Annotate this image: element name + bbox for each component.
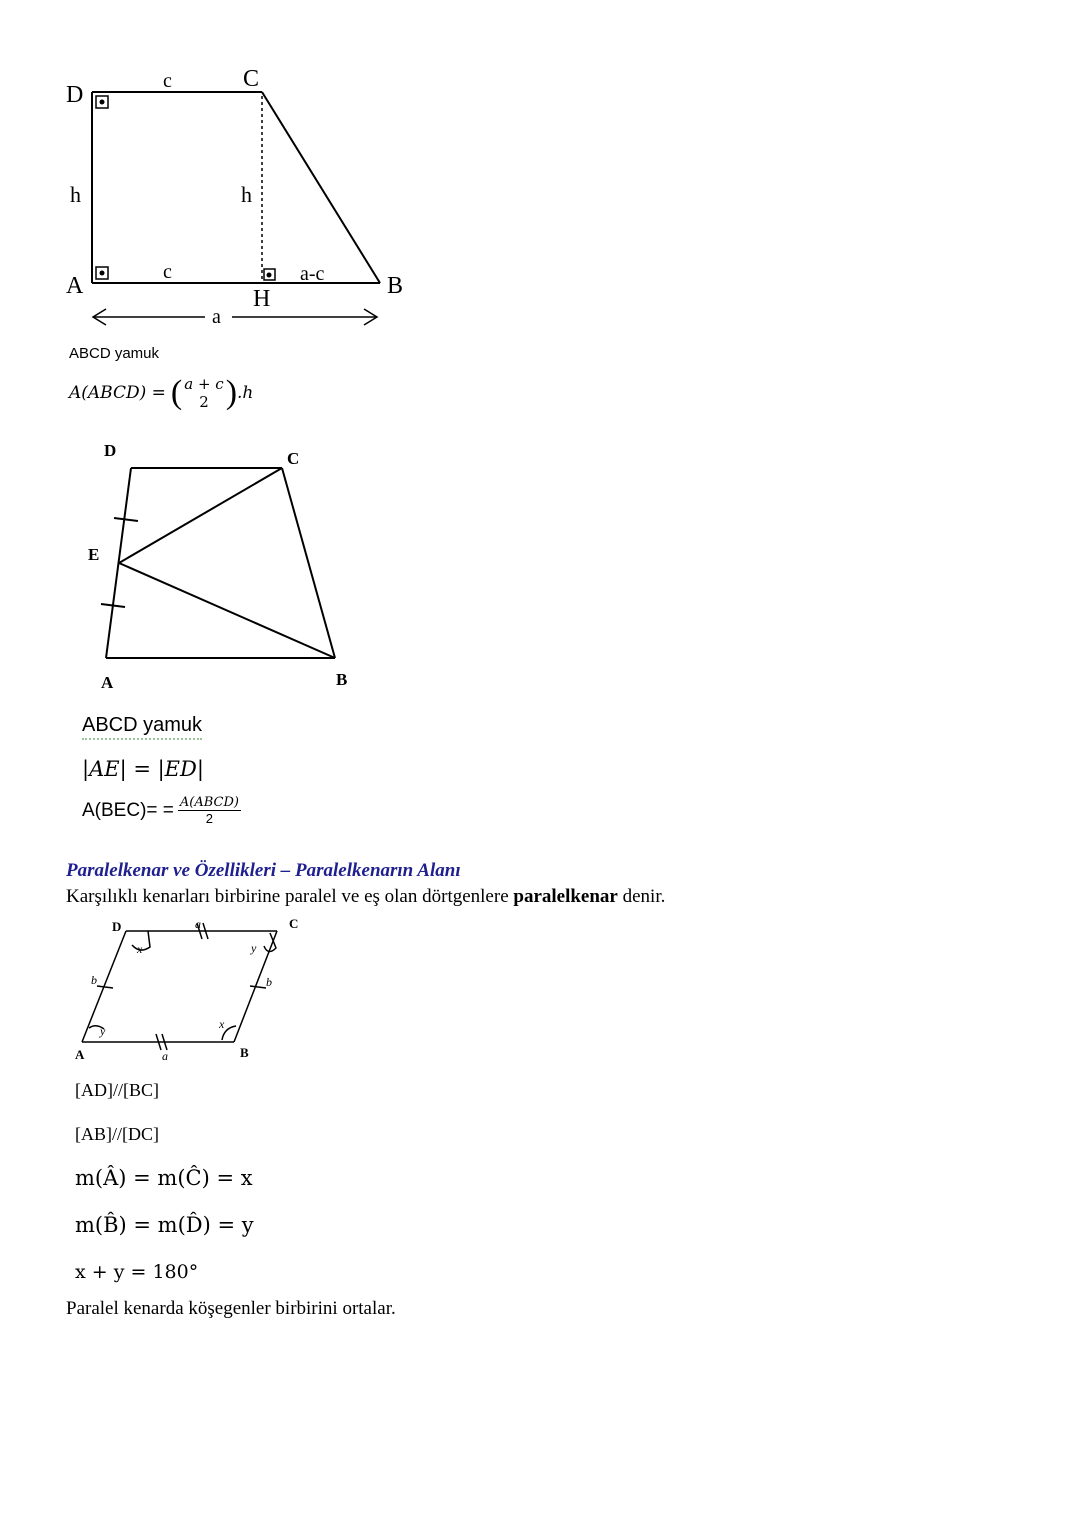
- side-label-a-top: a: [195, 917, 201, 931]
- definition-text: Karşılıklı kenarları birbirine paralel ve eş olan dörtgenlere: [66, 886, 514, 907]
- caption-abcd-yamuk: ABCD yamuk: [69, 345, 160, 362]
- vertex-label-c: C: [243, 66, 260, 92]
- right-trapezoid-figure: [0, 0, 1080, 340]
- parallel-property-ad-bc: [AD]//[BC]: [75, 1080, 159, 1100]
- formula-lhs: A(BEC)= =: [82, 799, 174, 821]
- section-heading: Paralelkenar ve Özellikleri – Paralelkenarın Alanı: [66, 860, 461, 881]
- formula-denominator: 2: [205, 811, 214, 826]
- vertex-label-b: B: [240, 1045, 249, 1060]
- angle-sum: x + y = 180°: [75, 1261, 199, 1283]
- vertex-label-a: A: [66, 273, 84, 299]
- side-label-a-bottom: a: [162, 1049, 168, 1063]
- formula-numerator: A(ABCD): [179, 795, 239, 810]
- vertex-label-a: A: [75, 1047, 85, 1062]
- vertex-label-d: D: [112, 919, 122, 934]
- tick-mark-ed: [114, 518, 138, 521]
- parallel-property-ab-dc: [AB]//[DC]: [75, 1124, 159, 1144]
- side-label-a: a: [212, 306, 221, 328]
- equal-sides-equation: |AE| = |ED|: [82, 757, 204, 781]
- vertex-label-h: H: [253, 286, 271, 312]
- vertex-label-d: D: [66, 82, 84, 108]
- angle-equality-a-c: m(Â) = m(Ĉ) = x: [75, 1166, 253, 1190]
- side-label-b-left: b: [91, 973, 97, 987]
- formula-denominator: 2: [199, 393, 209, 411]
- angle-label-x-b: x: [219, 1017, 225, 1031]
- parallelogram-definition: [66, 886, 665, 908]
- side-label-c-top: c: [163, 70, 172, 92]
- vertex-label-b: B: [387, 273, 404, 299]
- formula-numerator: a + c: [184, 375, 224, 393]
- vertex-label-e: E: [88, 545, 100, 564]
- definition-end: denir.: [617, 886, 666, 907]
- base-length-arrow: [93, 309, 377, 325]
- angle-equality-b-d: m(B̂) = m(D̂) = y: [75, 1213, 254, 1237]
- vertex-label-b: B: [336, 670, 348, 689]
- side-label-h-mid: h: [241, 182, 252, 207]
- vertex-label-c: C: [289, 916, 299, 931]
- bec-area-formula: [82, 795, 241, 826]
- vertex-label-c: C: [287, 449, 300, 468]
- diagonals-note: Paralel kenarda köşegenler birbirini ortalar.: [66, 1298, 396, 1319]
- formula-rhs: .h: [237, 383, 254, 403]
- trapezoid-area-formula: [69, 374, 253, 412]
- definition-term: paralelkenar: [513, 886, 618, 907]
- side-label-a-minus-c: a-c: [300, 263, 325, 285]
- parallelogram-figure: [0, 910, 400, 1065]
- trapezoid-midpoint-figure: [0, 430, 500, 700]
- angle-label-x-d: x: [137, 942, 143, 956]
- formula-lhs: A(ABCD) =: [69, 383, 166, 403]
- paren-open: (: [170, 374, 183, 411]
- side-label-b-right: b: [266, 975, 272, 989]
- vertex-label-a: A: [101, 673, 114, 692]
- caption-abcd-yamuk-2: ABCD yamuk: [82, 714, 202, 740]
- paren-close: ): [225, 374, 238, 411]
- angle-label-y-c: y: [251, 941, 257, 955]
- vertex-label-d: D: [104, 441, 117, 460]
- side-label-h-left: h: [70, 182, 81, 207]
- angle-label-y-a: y: [100, 1024, 106, 1038]
- side-label-c-bottom: c: [163, 261, 172, 283]
